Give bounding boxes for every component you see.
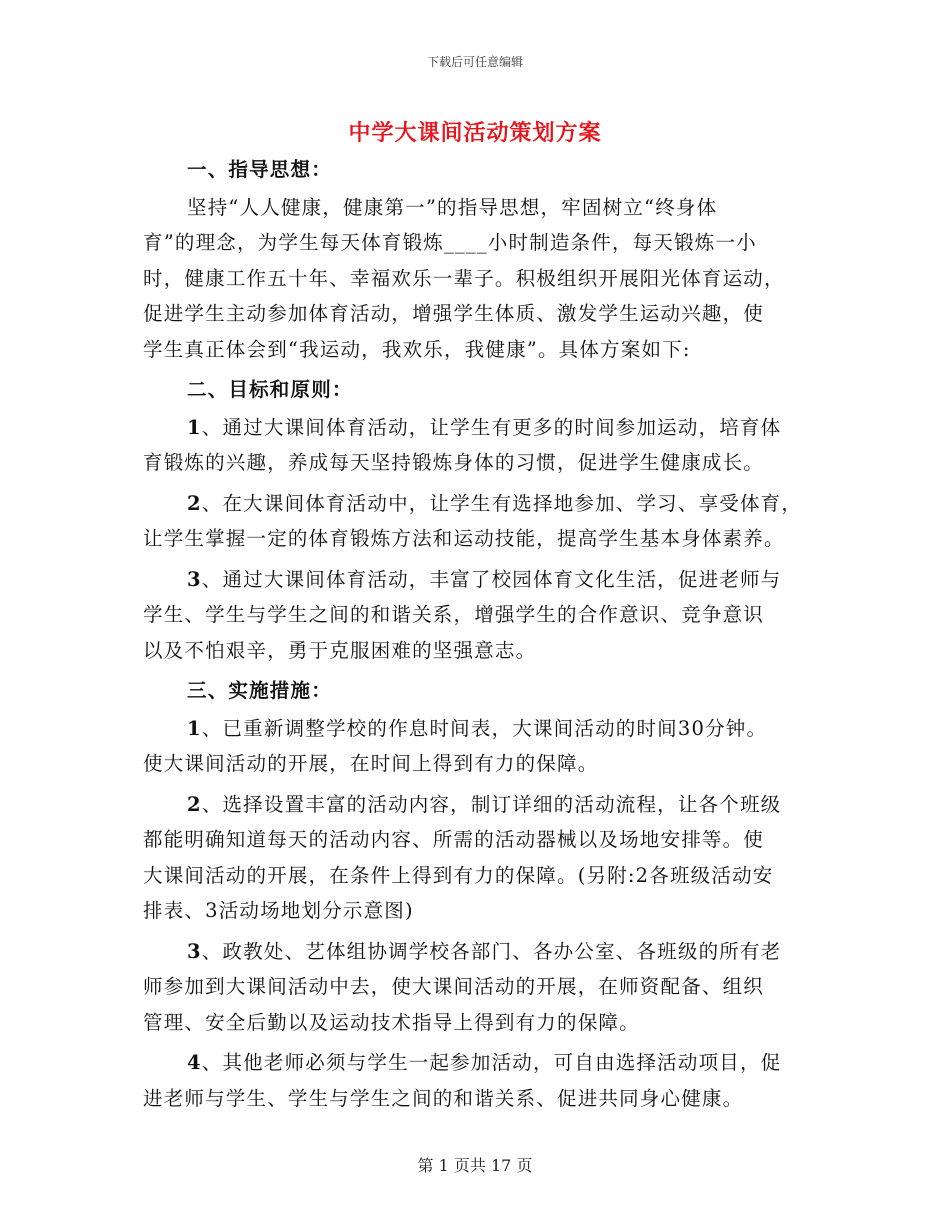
paragraph [143,486,823,557]
section-heading: 二、目标和原则： [187,378,353,401]
item-number: 4 [187,1051,202,1074]
text-line: 育锻炼的兴趣，养成每天坚持锻炼身体的习惯，促进学生健康成长。 [143,451,765,474]
section-heading: 三、实施措施： [187,679,332,702]
text-line: 时，健康工作五十年、幸福欢乐一辈子。积极组织开展阳光体育运动， [143,266,785,290]
text-line: 坚持“人人健康，健康第一”的指导思想，牢固树立“终身体 [187,195,718,219]
text-line: 学生、学生与学生之间的和谐关系，增强学生的合作意识、竞争意识 [143,603,765,626]
item-number: 3 [187,939,202,963]
document-title: 中学大课间活动策划方案 [348,120,602,146]
text-line: 育”的理念，为学生每天体育锻炼____小时制造条件，每天锻炼一小 [143,231,757,254]
paragraph [143,934,823,1041]
text-line: 促进学生主动参加体育活动，增强学生体质、激发学生运动兴趣，使 [143,302,765,325]
text-line: 2、选择设置丰富的活动内容，制订详细的活动流程，让各个班级 [187,792,782,816]
text-line: 排表、3活动场地划分示意图) [143,899,414,922]
text-line: 1、已重新调整学校的作息时间表，大课间活动的时间30分钟。 [187,716,768,740]
item-number: 2 [187,792,202,816]
page-footer: 第 1 页共 17 页 [417,1156,533,1175]
paragraph [143,711,823,782]
text-line: 4、其他老师必须与学生一起参加活动，可自由选择活动项目，促 [187,1051,782,1074]
text-line: 使大课间活动的开展，在时间上得到有力的保障。 [143,752,599,775]
paragraph [143,787,823,929]
item-number: 1 [187,415,202,439]
text-line: 学生真正体会到“我运动，我欢乐，我健康”。具体方案如下: [143,337,691,361]
text-line: 2、在大课间体育活动中，让学生有选择地参加、学习、享受体育， [187,491,803,515]
section-heading: 一、指导思想： [187,158,332,181]
page-header: 下载后可任意编辑 [426,55,523,69]
item-number: 3 [187,567,202,591]
item-number: 2 [187,491,202,515]
text-line: 1、通过大课间体育活动，让学生有更多的时间参加运动，培育体 [187,415,782,439]
text-line: 管理、安全后勤以及运动技术指导上得到有力的保障。 [143,1010,640,1034]
text-line: 大课间活动的开展，在条件上得到有力的保障。(另附:2各班级活动安 [143,863,774,887]
item-number: 1 [187,716,202,740]
text-line: 3、通过大课间体育活动，丰富了校园体育文化生活，促进老师与 [187,567,782,591]
text-line: 以及不怕艰辛，勇于克服困难的坚强意志。 [143,638,537,662]
paragraph [143,190,823,368]
paragraph [143,1045,823,1116]
text-line: 让学生掌握一定的体育锻炼方法和运动技能，提高学生基本身体素养。 [143,527,785,550]
document-body [143,152,823,1121]
paragraph [143,562,823,669]
text-line: 进老师与学生、学生与学生之间的和谐关系、促进共同身心健康。 [143,1086,744,1110]
text-line: 都能明确知道每天的活动内容、所需的活动器械以及场地安排等。使 [143,828,765,851]
text-line: 3、政教处、艺体组协调学校各部门、各办公室、各班级的所有老 [187,939,782,963]
paragraph [143,410,823,481]
text-line: 师参加到大课间活动中去，使大课间活动的开展，在师资配备、组织 [143,975,765,998]
